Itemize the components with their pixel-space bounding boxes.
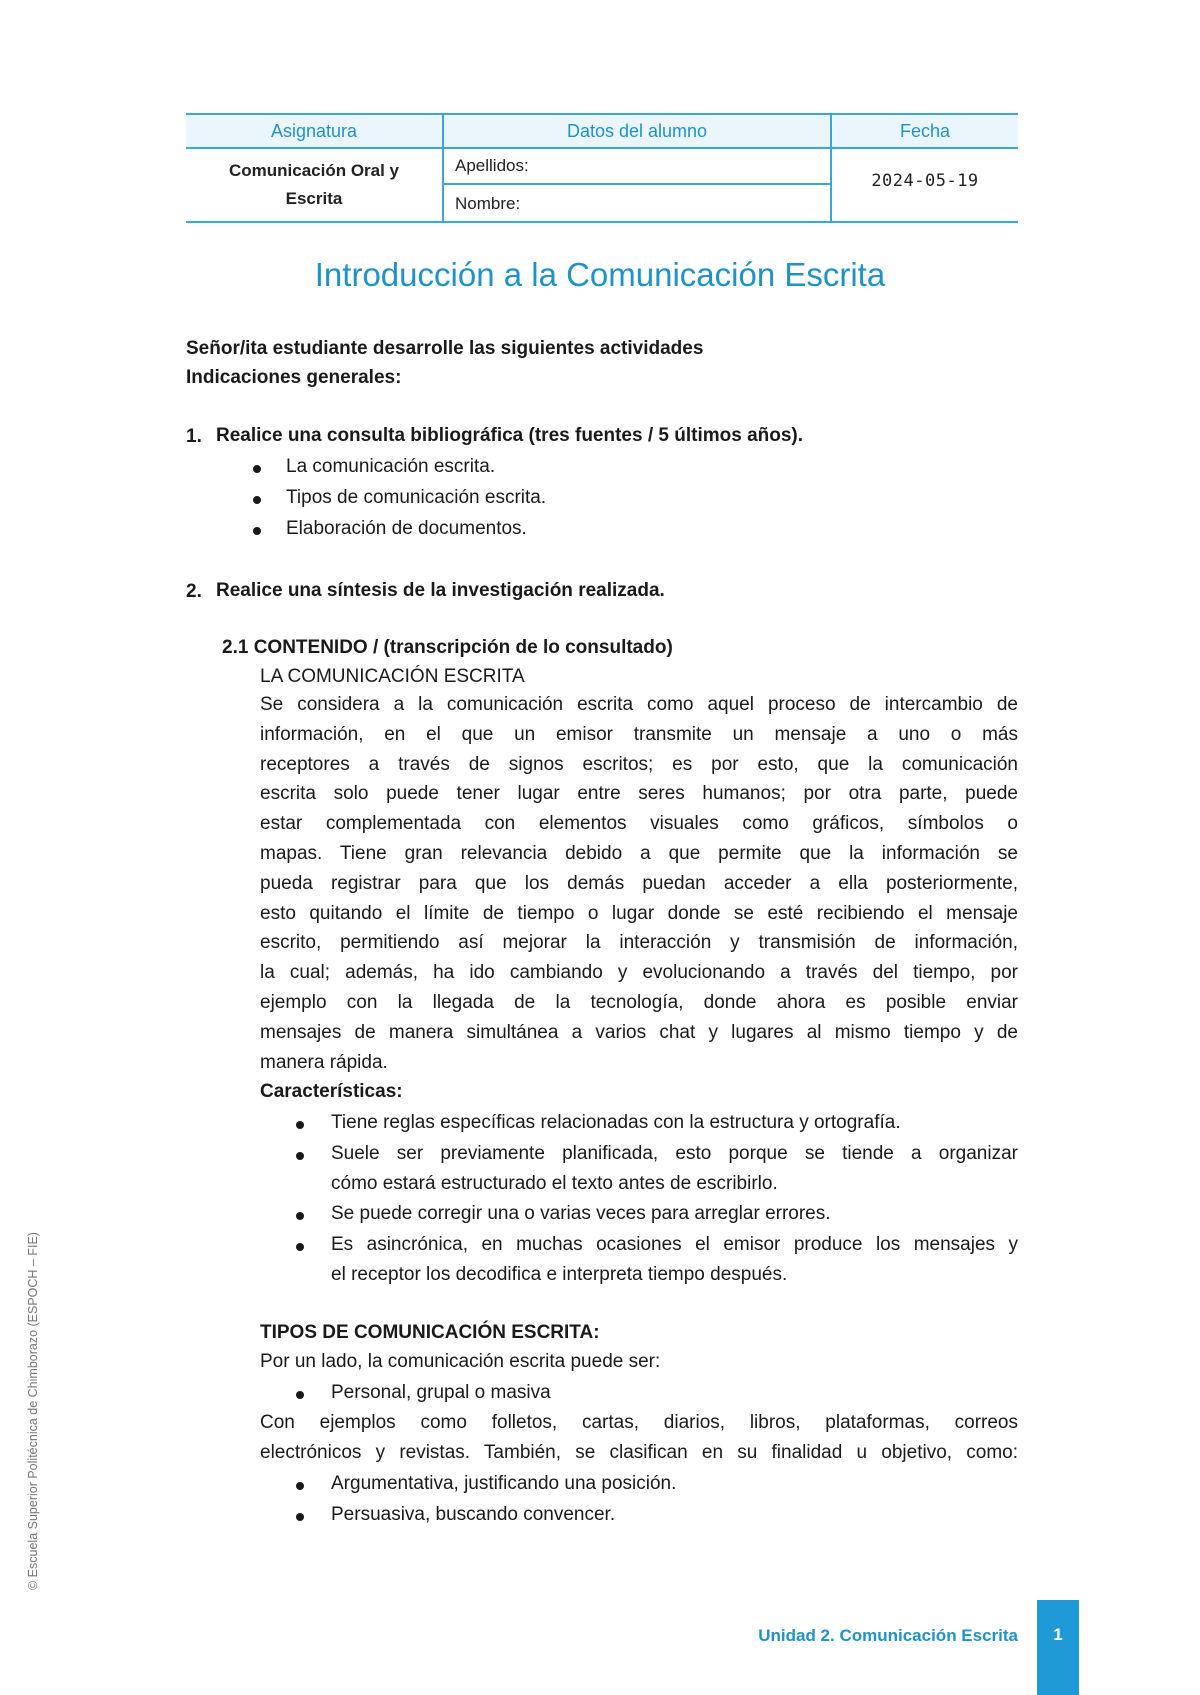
paragraph-line: electrónicos y revistas. También, se clasifican en su finalidad u objetivo, como:	[260, 1441, 1018, 1463]
paragraph-line: ejemplo con la llegada de la tecnología, donde ahora es posible enviar	[260, 991, 1018, 1013]
bullet-icon	[253, 496, 261, 504]
body-paragraph	[260, 690, 1018, 1077]
paragraph-line: pueda registrar para que los demás puedan acceder a ella posteriormente,	[260, 872, 1018, 894]
paragraph-line: manera rápida.	[260, 1051, 388, 1073]
characteristic-item: Se puede corregir una o varias veces para arreglar errores.	[331, 1203, 831, 1224]
task-2-text: Realice una síntesis de la investigación realizada.	[216, 580, 665, 601]
task-1-bullet: La comunicación escrita.	[286, 456, 496, 477]
table-divider	[442, 113, 444, 223]
paragraph-line: estar complementada con elementos visuales como gráficos, símbolos o	[260, 813, 1018, 835]
page-title: Introducción a la Comunicación Escrita	[314, 256, 886, 293]
paragraph-line: Se considera a la comunicación escrita como aquel proceso de intercambio de	[260, 694, 1018, 715]
characteristic-line: cómo estará estructurado el texto antes de escribirlo.	[331, 1172, 778, 1194]
table-divider	[830, 113, 832, 223]
column-header-subject: Asignatura	[270, 121, 358, 141]
bullet-icon	[296, 1243, 304, 1251]
paragraph-line: escrito, permitiendo así mejorar la interacción y transmisión de información,	[260, 932, 1018, 954]
paragraph-line: la cual; además, ha ido cambiando y evolucionando a través del tiempo, por	[260, 962, 1018, 984]
characteristics-label: Características:	[260, 1081, 403, 1102]
header-table	[186, 113, 1018, 223]
paragraph-line: Con ejemplos como folletos, cartas, diarios, libros, plataformas, correos	[260, 1412, 1018, 1433]
task-1-bullet: Elaboración de documentos.	[286, 518, 527, 539]
table-divider	[444, 183, 830, 185]
types-heading: TIPOS DE COMUNICACIÓN ESCRITA:	[260, 1322, 600, 1343]
paragraph-line: receptores a través de signos escritos; es por esto, que la comunicación	[260, 753, 1018, 775]
table-header-row	[186, 115, 1018, 149]
characteristic-item	[331, 1139, 1018, 1199]
copyright-text: © Escuela Superior Politécnica de Chimborazo (ESPOCH – FIE)	[26, 1232, 40, 1590]
surname-field[interactable]: Apellidos:	[455, 156, 529, 175]
column-header-date: Fecha	[899, 121, 951, 141]
task-number: 1.	[186, 426, 202, 447]
task-number: 2.	[186, 581, 202, 602]
types-bullet: Personal, grupal o masiva	[331, 1382, 551, 1403]
intro-instruction: Señor/ita estudiante desarrolle las siguientes actividades	[186, 338, 704, 359]
bullet-icon	[296, 1482, 304, 1490]
subject-line: Comunicación Oral y	[228, 161, 400, 180]
date-value: 2024-05-19	[871, 171, 979, 191]
purpose-bullet: Persuasiva, buscando convencer.	[331, 1504, 616, 1525]
name-field[interactable]: Nombre:	[455, 194, 521, 213]
characteristic-line: el receptor los decodifica e interpreta tiempo después.	[331, 1263, 788, 1285]
subject-line: Escrita	[285, 189, 343, 208]
table-bottom-border	[186, 221, 1018, 223]
bullet-icon	[296, 1152, 304, 1160]
characteristic-item: Tiene reglas específicas relacionadas con la estructura y ortografía.	[331, 1112, 901, 1133]
types-paragraph	[260, 1408, 1018, 1468]
section-subheading: LA COMUNICACIÓN ESCRITA	[260, 666, 525, 687]
paragraph-line: escrita solo puede tener lugar entre seres humanos; por otra parte, puede	[260, 783, 1018, 805]
bullet-icon	[253, 527, 261, 535]
types-intro: Por un lado, la comunicación escrita puede ser:	[260, 1351, 661, 1372]
characteristic-line: Es asincrónica, en muchas ocasiones el emisor produce los mensajes y	[331, 1234, 1018, 1255]
characteristic-line: Suele ser previamente planificada, esto porque se tiende a organizar	[331, 1143, 1018, 1164]
characteristic-item	[331, 1230, 1018, 1290]
paragraph-line: mensajes de manera simultánea a varios chat y lugares al mismo tiempo y de	[260, 1021, 1018, 1043]
section-heading: 2.1 CONTENIDO / (transcripción de lo consultado)	[222, 637, 673, 658]
page-number: 1	[1053, 1625, 1063, 1644]
task-1-text: Realice una consulta bibliográfica (tres fuentes / 5 últimos años).	[216, 425, 804, 446]
footer-unit-label: Unidad 2. Comunicación Escrita	[758, 1626, 1018, 1645]
subject-cell	[186, 157, 442, 213]
bullet-icon	[296, 1513, 304, 1521]
task-1-bullet: Tipos de comunicación escrita.	[286, 487, 547, 508]
paragraph-line: esto quitando el límite de tiempo o lugar donde se esté recibiendo el mensaje	[260, 902, 1018, 924]
column-header-student: Datos del alumno	[566, 121, 708, 141]
page-number-badge	[1037, 1600, 1079, 1695]
bullet-icon	[253, 465, 261, 473]
bullet-icon	[296, 1212, 304, 1220]
sidebar-copyright	[24, 1210, 44, 1590]
paragraph-line: mapas. Tiene gran relevancia debido a que permite que la información se	[260, 842, 1018, 864]
bullet-icon	[296, 1121, 304, 1129]
general-indications-label: Indicaciones generales:	[186, 367, 402, 388]
bullet-icon	[296, 1391, 304, 1399]
purpose-bullet: Argumentativa, justificando una posición.	[331, 1473, 677, 1494]
paragraph-line: información, en el que un emisor transmite un mensaje a uno o más	[260, 723, 1018, 745]
